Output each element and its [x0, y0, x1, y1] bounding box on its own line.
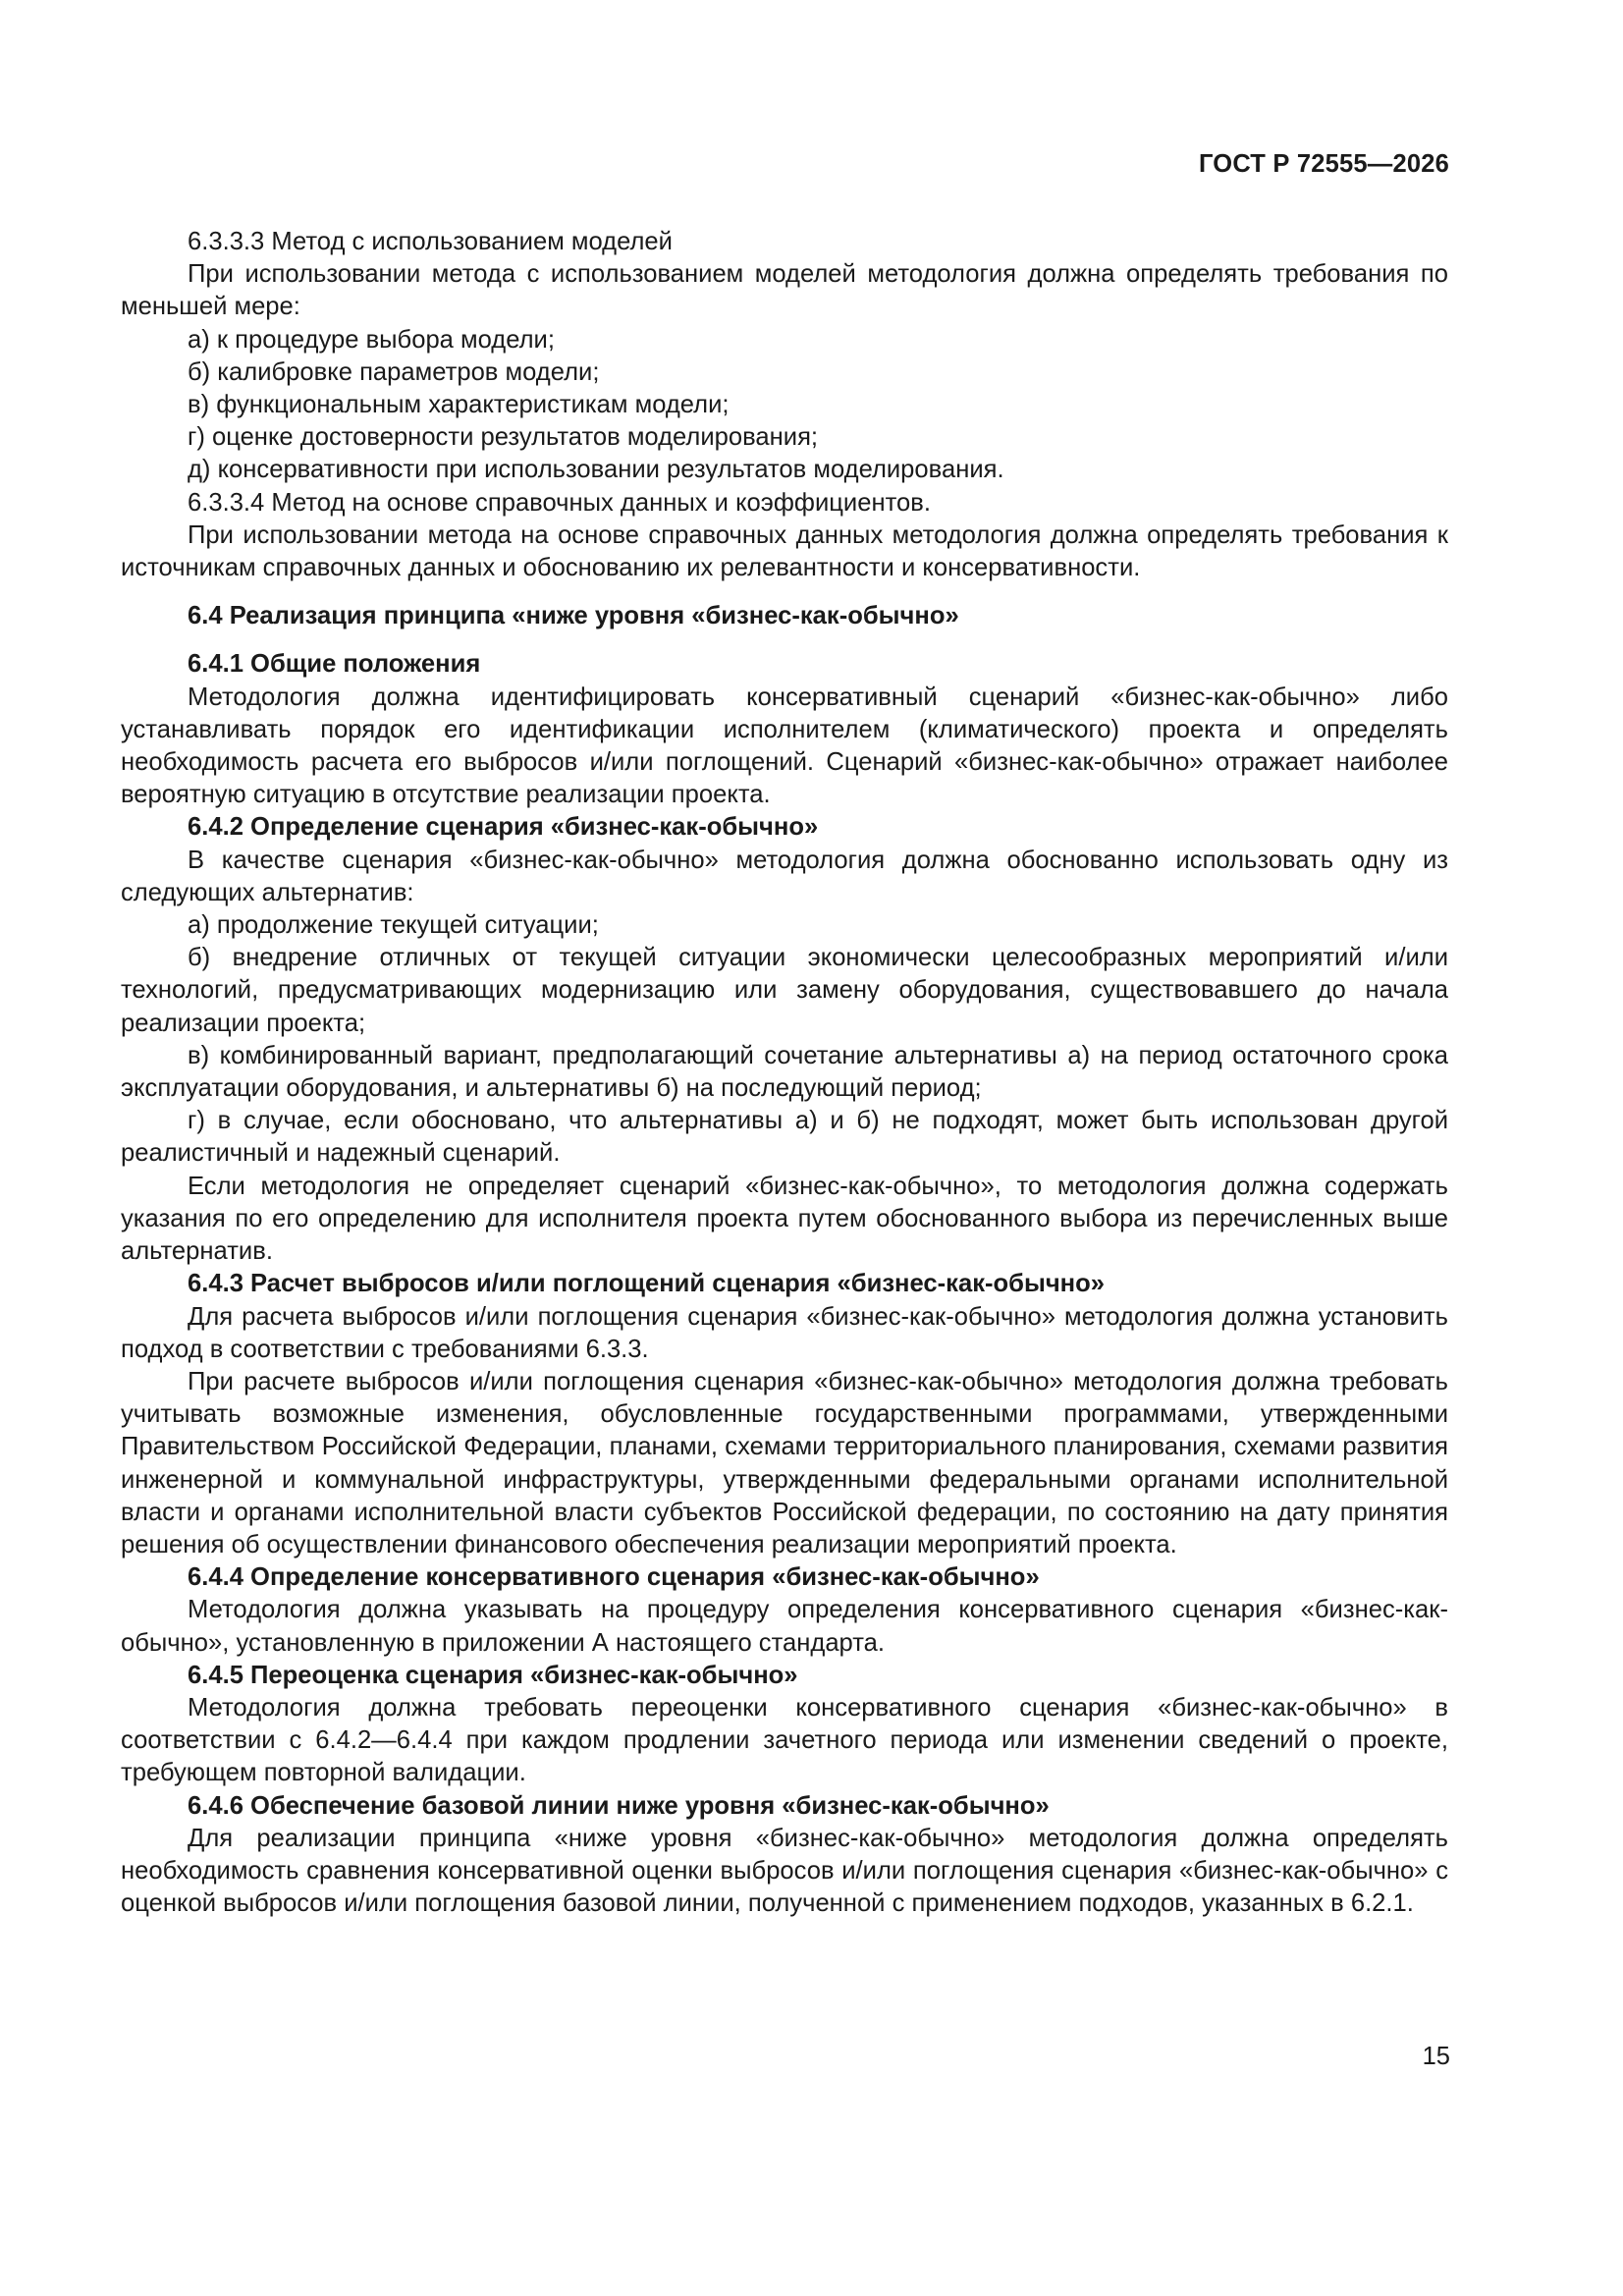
list-item: д) консервативности при использовании результатов моделирования.	[188, 456, 1004, 484]
list-item: г) оценке достоверности результатов моделирования;	[188, 423, 819, 452]
subsection-heading: 6.4.5 Переоценка сценария «бизнес-как-обычно»	[188, 1661, 798, 1689]
document-code-header: ГОСТ Р 72555—2026	[1198, 150, 1449, 178]
list-item: в) функциональным характеристикам модели;	[188, 391, 730, 419]
page-number: 15	[1422, 2043, 1450, 2070]
list-item: б) калибровке параметров модели;	[188, 357, 600, 386]
paragraph: Методология должна идентифицировать консервативный сценарий «бизнес-как-обычно» либо устанавливать порядок его идентификации исполнителем (климатического) проекта и определять необходимость расчета его выбросов и/или поглощений. Сценарий «бизнес-как-обычно» отражает наиболее вероятную ситуацию в отсутствие реализации проекта.	[121, 683, 1448, 809]
paragraph: Методология должна требовать переоценки консервативного сценария «бизнес-как-обычно» в соответствии с 6.4.2—6.4.4 при каждом продлении зачетного периода или изменении сведений о проекте, требующем повторной валидации.	[121, 1693, 1448, 1787]
paragraph: 6.3.3.3 Метод с использованием моделей	[188, 228, 673, 255]
subsection-heading: 6.4.4 Определение консервативного сценария «бизнес-как-обычно»	[188, 1563, 1040, 1592]
list-item: а) продолжение текущей ситуации;	[188, 911, 599, 940]
subsection-heading: 6.4.6 Обеспечение базовой линии ниже уровня «бизнес-как-обычно»	[188, 1791, 1050, 1820]
paragraph: 6.3.3.4 Метод на основе справочных данных и коэффициентов.	[188, 488, 931, 517]
list-item: в) комбинированный вариант, предполагающий сочетание альтернативы а) на период остаточного срока эксплуатации оборудования, и альтернативы б) на последующий период;	[121, 1041, 1448, 1103]
paragraph: Для реализации принципа «ниже уровня «бизнес-как-обычно» методология должна определять необходимость сравнения консервативной оценки выбросов и/или поглощения сценария «бизнес-как-обычно» с оценкой выбросов и/или поглощения базовой линии, полученной с применением подходов, указанных в 6.2.1.	[121, 1824, 1448, 1918]
paragraph: Для расчета выбросов и/или поглощения сценария «бизнес-как-обычно» методология должна установить подход в соответствии с требованиями 6.3.3.	[121, 1302, 1448, 1363]
paragraph: Методология должна указывать на процедуру определения консервативного сценария «бизнес-как-обычно», установленную в приложении А настоящего стандарта.	[121, 1596, 1448, 1657]
list-item: б) внедрение отличных от текущей ситуации экономически целесообразных мероприятий и/или технологий, предусматривающих модернизацию или замену оборудования, существовавшего до начала реализации проекта;	[121, 944, 1448, 1037]
subsection-heading: 6.4.2 Определение сценария «бизнес-как-обычно»	[188, 813, 819, 842]
paragraph: В качестве сценария «бизнес-как-обычно» методология должна обоснованно использовать одну из следующих альтернатив:	[121, 846, 1448, 906]
section-heading: 6.4 Реализация принципа «ниже уровня «бизнес-как-обычно»	[188, 602, 959, 630]
list-item: г) в случае, если обосновано, что альтернативы а) и б) не подходят, может быть использован другой реалистичный и надежный сценарий.	[121, 1107, 1448, 1168]
paragraph: Если методология не определяет сценарий «бизнес-как-обычно», то методология должна содержать указания по его определению для исполнителя проекта путем обоснованного выбора из перечисленных выше альтернатив.	[121, 1172, 1448, 1266]
paragraph: При использовании метода с использованием моделей методология должна определять требования по меньшей мере:	[121, 260, 1448, 321]
subsection-heading: 6.4.3 Расчет выбросов и/или поглощений сценария «бизнес-как-обычно»	[188, 1270, 1106, 1298]
subsection-heading: 6.4.1 Общие положения	[188, 650, 481, 679]
paragraph: При расчете выбросов и/или поглощения сценария «бизнес-как-обычно» методология должна требовать учитывать возможные изменения, обусловленные государственными программами, утвержденными Правительством Российской Федерации, планами, схемами территориального планирования, схемами развития инженерной и коммунальной инфраструктуры, утвержденными федеральными органами исполнительной власти и органами исполнительной власти субъектов Российской федерации, по состоянию на дату принятия решения об осуществлении финансового обеспечения реализации мероприятий проекта.	[121, 1367, 1448, 1558]
paragraph: При использовании метода на основе справочных данных методология должна определять требования к источникам справочных данных и обоснованию их релевантности и консервативности.	[121, 520, 1448, 582]
document-body	[121, 226, 1448, 1920]
list-item: а) к процедуре выбора модели;	[188, 325, 555, 354]
